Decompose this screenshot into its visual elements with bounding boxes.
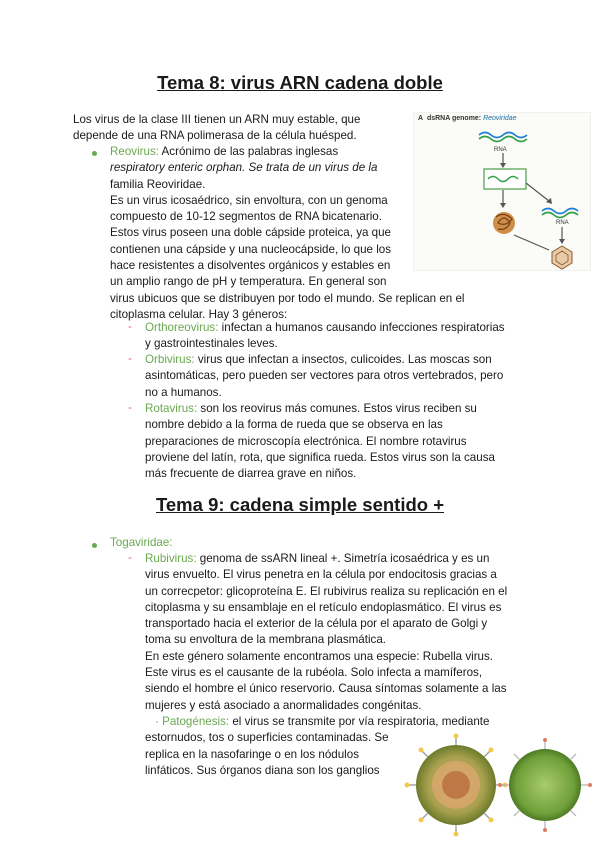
rubivirus-line: un correcpetor: glicoproteína E. El rubivirus realiza su replicación en el: [145, 584, 508, 598]
rubivirus-line: toma su envoltura de la membrana plasmática.: [145, 633, 387, 647]
svg-text:RNA: RNA: [494, 147, 507, 153]
replication-diagram: [414, 113, 590, 270]
reovirus-line: compuesto de 10-12 segmentos de RNA bicatenario.: [110, 210, 382, 224]
genus-line: preparaciones de microscopía electrónica. El nombre rotavirus: [145, 434, 467, 448]
reovirus-line: citoplasma celular. Hay 3 géneros:: [110, 307, 288, 321]
genus-line: no a humanos.: [145, 385, 222, 399]
dash-icon: -: [128, 320, 132, 333]
intro-paragraph: [73, 112, 360, 145]
rubivirus-line: citoplasma y su ensamblaje en el retículo endoplasmático. El virus es: [145, 600, 502, 614]
dash-icon: -: [128, 551, 132, 564]
genus-line: y gastrointestinales leves.: [145, 337, 278, 351]
patogenesis-paragraph: · Patogénesis: el virus se transmite por vía respiratoria, mediante estornudos, tos o superficies contaminadas. Se replica en la nasofaringe o en los nódulos linfáticos. Sus órganos diana son los ganglios: [145, 714, 565, 779]
rubivirus-term: Rubivirus:: [145, 552, 197, 565]
reovirus-line: Estos virus poseen una doble cápside proteica, ya que: [110, 226, 392, 240]
intro-line: depende de una RNA polimerasa de la célula huésped.: [73, 129, 357, 143]
patogenesis-line: linfáticos. Sus órganos diana son los ganglios: [145, 763, 380, 777]
rubivirus-line: mujeres y está asociado a anormalidades congénitas.: [145, 698, 422, 712]
reovirus-term: Reovirus:: [110, 145, 159, 158]
patogenesis-line: replica en la nasofaringe o en los nódulos: [145, 747, 359, 761]
intro-line: Los virus de la clase III tienen un ARN muy estable, que: [73, 113, 361, 126]
patogenesis-line: estornudos, tos o superficies contaminadas. Se: [145, 731, 389, 745]
dash-icon: -: [128, 352, 132, 365]
page-title-tema-9: Tema 9: cadena simple sentido +: [155, 494, 445, 515]
reovirus-line: virus ubicuos que se distribuyen por todo el mundo. Se replican en el: [110, 291, 465, 305]
reovirus-line: hace resistentes a disolventes orgánicos y estables en: [110, 259, 391, 273]
togaviridae-term: Togaviridae:: [110, 536, 173, 549]
rubivirus-line: siendo el hombre el único reservorio. Causa síntomas solamente a las: [145, 682, 507, 696]
reovirus-line: Es un virus icosaédrico, sin envoltura, con un genoma: [110, 193, 388, 207]
genus-term: Rotavirus:: [145, 402, 198, 415]
page-title-tema-8: Tema 8: virus ARN cadena doble: [157, 72, 443, 93]
rubivirus-line: Este virus es el causante de la rubéola. Solo infecta a mamíferos,: [145, 666, 483, 680]
bullet-icon: [92, 151, 97, 156]
reoviridae-genome-figure: [413, 112, 591, 271]
dash-icon: -: [128, 401, 132, 414]
genus-term: Orbivirus:: [145, 353, 195, 366]
genus-orbivirus: Orbivirus: virus que infectan a insectos, culicoides. Las moscas son asintomáticas, pero pueden ser vectores para otros vertebrados, pero no a humanos.: [145, 352, 565, 401]
reovirus-line: un amplio rango de pH y temperatura. En general son: [110, 275, 387, 289]
rubivirus-line: transportado hacia el exterior de la célula por el aparato de Golgi y: [145, 617, 488, 631]
rubivirus-line: virus envuelto. El virus penetra en la célula por endocitosis gracias a: [145, 568, 497, 582]
rubella-virus-illustration: [400, 727, 592, 839]
reovirus-paragraph-cont: [110, 291, 530, 324]
genus-orthoreovirus: Orthoreovirus: infectan a humanos causando infecciones respiratorias y gastrointestinales leves.: [145, 320, 565, 353]
svg-text:RNA: RNA: [556, 220, 569, 226]
rubivirus-paragraph: Rubivirus: genoma de ssARN lineal +. Simetría icosaédrica y es un virus envuelto. El virus penetra en la célula por endocitosis gracias a un correcpetor: glicoproteína E. El rubivirus realiza su replicación en el citoplasma y su ensamblaje en el retículo endoplasmático. El virus es transportado hacia el exterior de la célula por el aparato de Golgi y toma su envoltura de la membrana plasmática. En este género solamente encontramos una especie: Rubella virus. Este virus es el causante de la rubéola. Solo infecta a mamíferos, siendo el hombre el único reservorio. Causa síntomas solamente a las mujeres y está asociado a anormalidades congénitas.: [145, 551, 585, 714]
bullet-icon: [92, 543, 97, 548]
genus-line: proviene del latín, rota, que significa rueda. Estos virus son la causa: [145, 450, 495, 464]
figure-caption: A dsRNA genome: Reoviridae: [418, 115, 517, 122]
genus-rotavirus: Rotavirus: son los reovirus más comunes. Estos virus reciben su nombre debido a la forma de rueda que se observa en las preparaciones de microscopía electrónica. El nombre rotavirus proviene del latín, rota, que significa rueda. Estos virus son la causa más frecuente de diarrea grave en niños.: [145, 401, 565, 482]
genus-term: Orthoreovirus:: [145, 321, 219, 334]
rubivirus-line: En este género solamente encontramos una especie: Rubella virus.: [145, 649, 494, 663]
genus-line: nombre debido a la forma de rueda que se observa en las: [145, 418, 443, 432]
reovirus-line: contienen una cápside y una nucleocápside, lo que los: [110, 242, 392, 256]
reovirus-line: respiratory enteric orphan. Se trata de un virus de la: [110, 161, 378, 175]
patogenesis-term: · Patogénesis:: [155, 715, 230, 728]
reovirus-paragraph: Reovirus: Acrónimo de las palabras inglesas respiratory enteric orphan. Se trata de un virus de la familia Reoviridae. Es un virus icosaédrico, sin envoltura, con un genoma compuesto de 10-12 segmentos de RNA bicatenario. Estos virus poseen una doble cápside proteica, ya que contienen una cápside y una nucleocápside, lo que los hace resistentes a disolventes orgánicos y estables en un amplio rango de pH y temperatura. En general son: [110, 144, 410, 291]
genus-line: asintomáticas, pero pueden ser vectores para otros vertebrados, pero: [145, 369, 504, 383]
genus-line: más frecuente de diarrea grave en niños.: [145, 467, 357, 481]
reovirus-line: familia Reoviridae.: [110, 177, 206, 191]
